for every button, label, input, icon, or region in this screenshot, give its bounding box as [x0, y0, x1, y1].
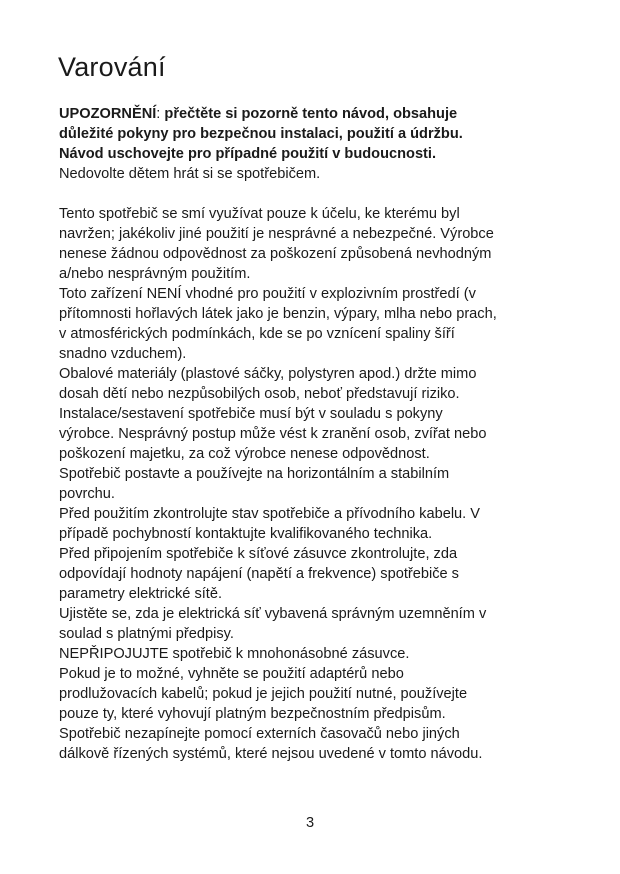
body-line: Toto zařízení NENÍ vhodné pro použití v explozivním prostředí (v: [59, 286, 476, 302]
body-line: nenese žádnou odpovědnost za poškození způsobená nevhodným: [59, 246, 492, 262]
paragraph-spacer: [59, 184, 564, 204]
body-line: dosah dětí nebo nezpůsobilých osob, neboť představují riziko.: [59, 386, 460, 402]
intro-bold-text-3: Návod uschovejte pro případné použití v budoucnosti.: [59, 146, 437, 162]
intro-bold-text-2: důležité pokyny pro bezpečnou instalaci, použití a údržbu.: [59, 126, 463, 142]
body-line: povrchu.: [59, 486, 115, 502]
body-line: případě pochybností kontaktujte kvalifikovaného technika.: [59, 526, 433, 542]
body-line: Instalace/sestavení spotřebiče musí být v souladu s pokyny: [59, 406, 443, 422]
body-line: soulad s platnými předpisy.: [59, 626, 234, 642]
intro-paragraph: [59, 104, 564, 184]
body-line: snadno vzduchem).: [59, 346, 187, 362]
body-line: pouze ty, které vyhovují platným bezpečnostním předpisům.: [59, 706, 446, 722]
intro-normal-text: Nedovolte dětem hrát si se spotřebičem.: [59, 166, 321, 182]
body-line: dálkově řízených systémů, které nejsou uvedené v tomto návodu.: [59, 746, 483, 762]
body-line: přítomnosti hořlavých látek jako je benzin, výpary, mlha nebo prach,: [59, 306, 497, 322]
body-line: Spotřebič nezapínejte pomocí externích časovačů nebo jiných: [59, 726, 460, 742]
body-line: Spotřebič postavte a používejte na horizontálním a stabilním: [59, 466, 450, 482]
warning-content: [59, 104, 564, 764]
body-line: Pokud je to možné, vyhněte se použití adaptérů nebo: [59, 666, 404, 682]
body-line: Ujistěte se, zda je elektrická síť vybavená správným uzemněním v: [59, 606, 487, 622]
warning-label-separator: :: [156, 106, 161, 122]
body-text: [59, 204, 564, 764]
intro-line-1: [59, 104, 564, 124]
body-line: v atmosférických podmínkách, kde se po vznícení spaliny šíří: [59, 326, 455, 342]
page-number: 3: [305, 815, 315, 831]
body-line: poškození majetku, za což výrobce nenese odpovědnost.: [59, 446, 430, 462]
page-title: Varování: [58, 52, 166, 82]
body-line: Tento spotřebič se smí využívat pouze k účelu, ke kterému byl: [59, 206, 460, 222]
body-line: a/nebo nesprávným použitím.: [59, 266, 251, 282]
body-line: Před připojením spotřebiče k síťové zásuvce zkontrolujte, zda: [59, 546, 458, 562]
body-line: odpovídají hodnoty napájení (napětí a frekvence) spotřebiče s: [59, 566, 459, 582]
body-line: Před použitím zkontrolujte stav spotřebiče a přívodního kabelu. V: [59, 506, 481, 522]
body-line: parametry elektrické sítě.: [59, 586, 223, 602]
body-line: NEPŘIPOJUJTE spotřebič k mnohonásobné zásuvce.: [59, 646, 410, 662]
body-line: prodlužovacích kabelů; pokud je jejich použití nutné, používejte: [59, 686, 468, 702]
intro-bold-text-1: přečtěte si pozorně tento návod, obsahuje: [160, 106, 458, 122]
body-line: navržen; jakékoliv jiné použití je nesprávné a nebezpečné. Výrobce: [59, 226, 494, 242]
body-line: Obalové materiály (plastové sáčky, polystyren apod.) držte mimo: [59, 366, 477, 382]
body-line: výrobce. Nesprávný postup může vést k zranění osob, zvířat nebo: [59, 426, 487, 442]
warning-label: UPOZORNĚNÍ: [59, 106, 157, 122]
